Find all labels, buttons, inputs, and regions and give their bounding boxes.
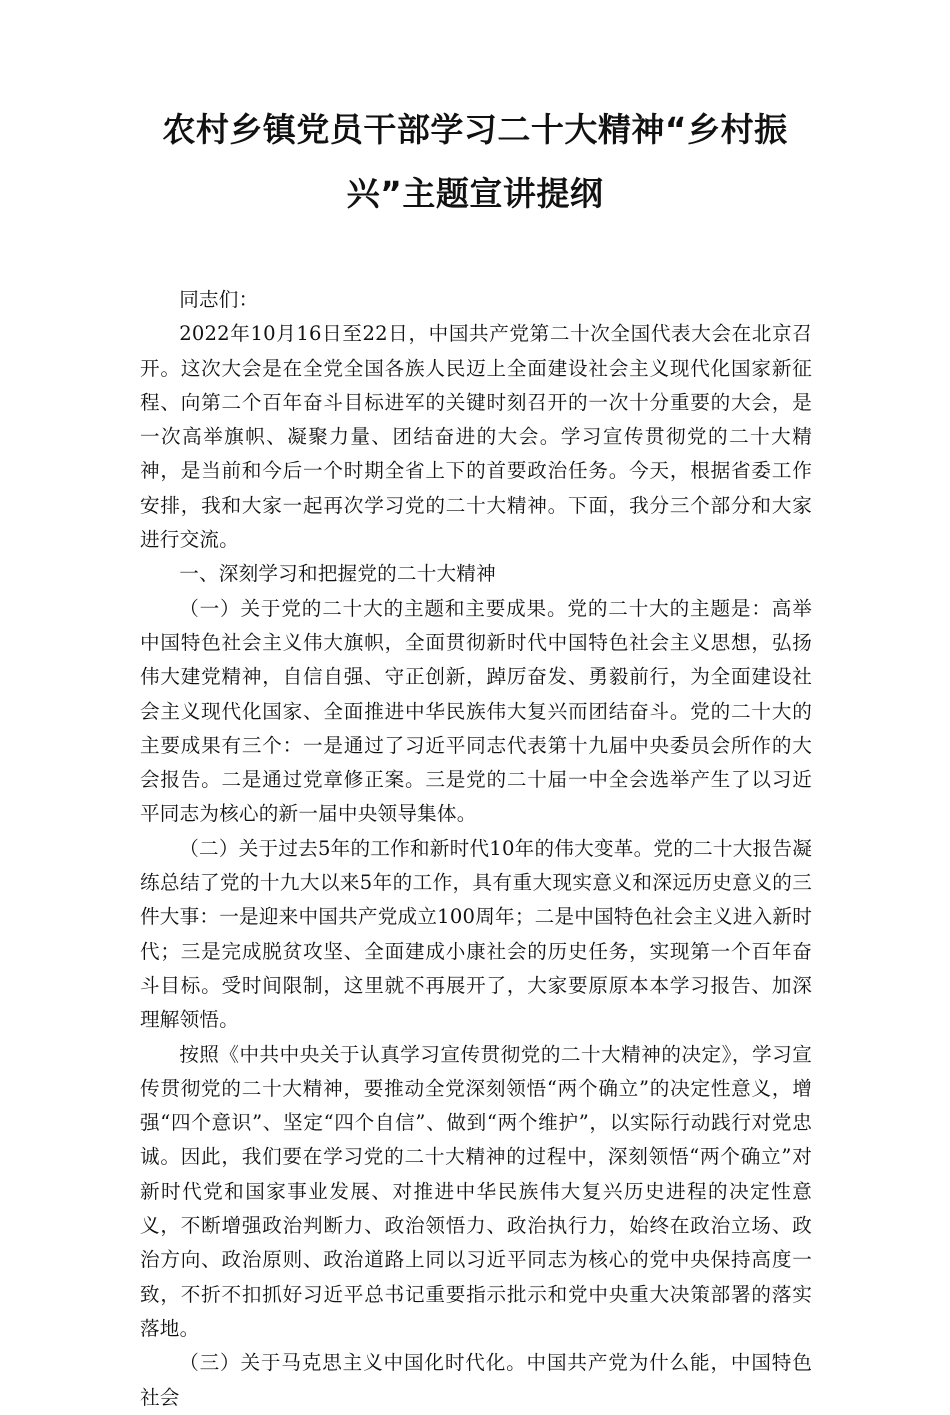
document-body: [140, 283, 812, 1415]
body-paragraph: （二）关于过去5年的工作和新时代10年的伟大变革。党的二十大报告凝练总结了党的十九大以来5年的工作，具有重大现实意义和深远历史意义的三件大事：一是迎来中国共产党成立100周年；二是中国特色社会主义进入新时代；三是完成脱贫攻坚、全面建成小康社会的历史任务，实现第一个百年奋斗目标。受时间限制，这里就不再展开了，大家要原原本本学习报告、加深理解领悟。: [140, 836, 812, 1032]
body-paragraph: 按照《中共中央关于认真学习宣传贯彻党的二十大精神的决定》，学习宣传贯彻党的二十大精神，要推动全党深刻领悟“两个确立”的决定性意义，增强“四个意识”、坚定“四个自信”、做到“两个维护”，以实际行动践行对党忠诚。因此，我们要在学习党的二十大精神的过程中，深刻领悟“两个确立”对新时代党和国家事业发展、对推进中华民族伟大复兴历史进程的决定性意义，不断增强政治判断力、政治领悟力、政治执行力，始终在政治立场、政治方向、政治原则、政治道路上同以习近平同志为核心的党中央保持高度一致，不折不扣抓好习近平总书记重要指示批示和党中央重大决策部署的落实落地。: [140, 1042, 812, 1340]
salutation: 同志们：: [179, 288, 259, 311]
body-paragraph: 2022年10月16日至22日，中国共产党第二十次全国代表大会在北京召开。这次大会是在全党全国各族人民迈上全面建设社会主义现代化国家新征程、向第二个百年奋斗目标进军的关键时刻召开的一次十分重要的大会，是一次高举旗帜、凝聚力量、团结奋进的大会。学习宣传贯彻党的二十大精神，是当前和今后一个时期全省上下的首要政治任务。今天，根据省委工作安排，我和大家一起再次学习党的二十大精神。下面，我分三个部分和大家进行交流。: [140, 322, 812, 552]
body-paragraph: （三）关于马克思主义中国化时代化。中国共产党为什么能，中国特色社会: [140, 1351, 812, 1409]
body-paragraph: （一）关于党的二十大的主题和主要成果。党的二十大的主题是：高举中国特色社会主义伟大旗帜，全面贯彻新时代中国特色社会主义思想，弘扬伟大建党精神，自信自强、守正创新，踔厉奋发、勇毅前行，为全面建设社会主义现代化国家、全面推进中华民族伟大复兴而团结奋斗。党的二十大的主要成果有三个：一是通过了习近平同志代表第十九届中央委员会所作的大会报告。二是通过党章修正案。三是党的二十届一中全会选举产生了以习近平同志为核心的新一届中央领导集体。: [140, 596, 812, 826]
document-title: 农村乡镇党员干部学习二十大精神“乡村振兴”主题宣讲提纲: [162, 110, 788, 213]
section-heading: 一、深刻学习和把握党的二十大精神: [179, 562, 496, 586]
